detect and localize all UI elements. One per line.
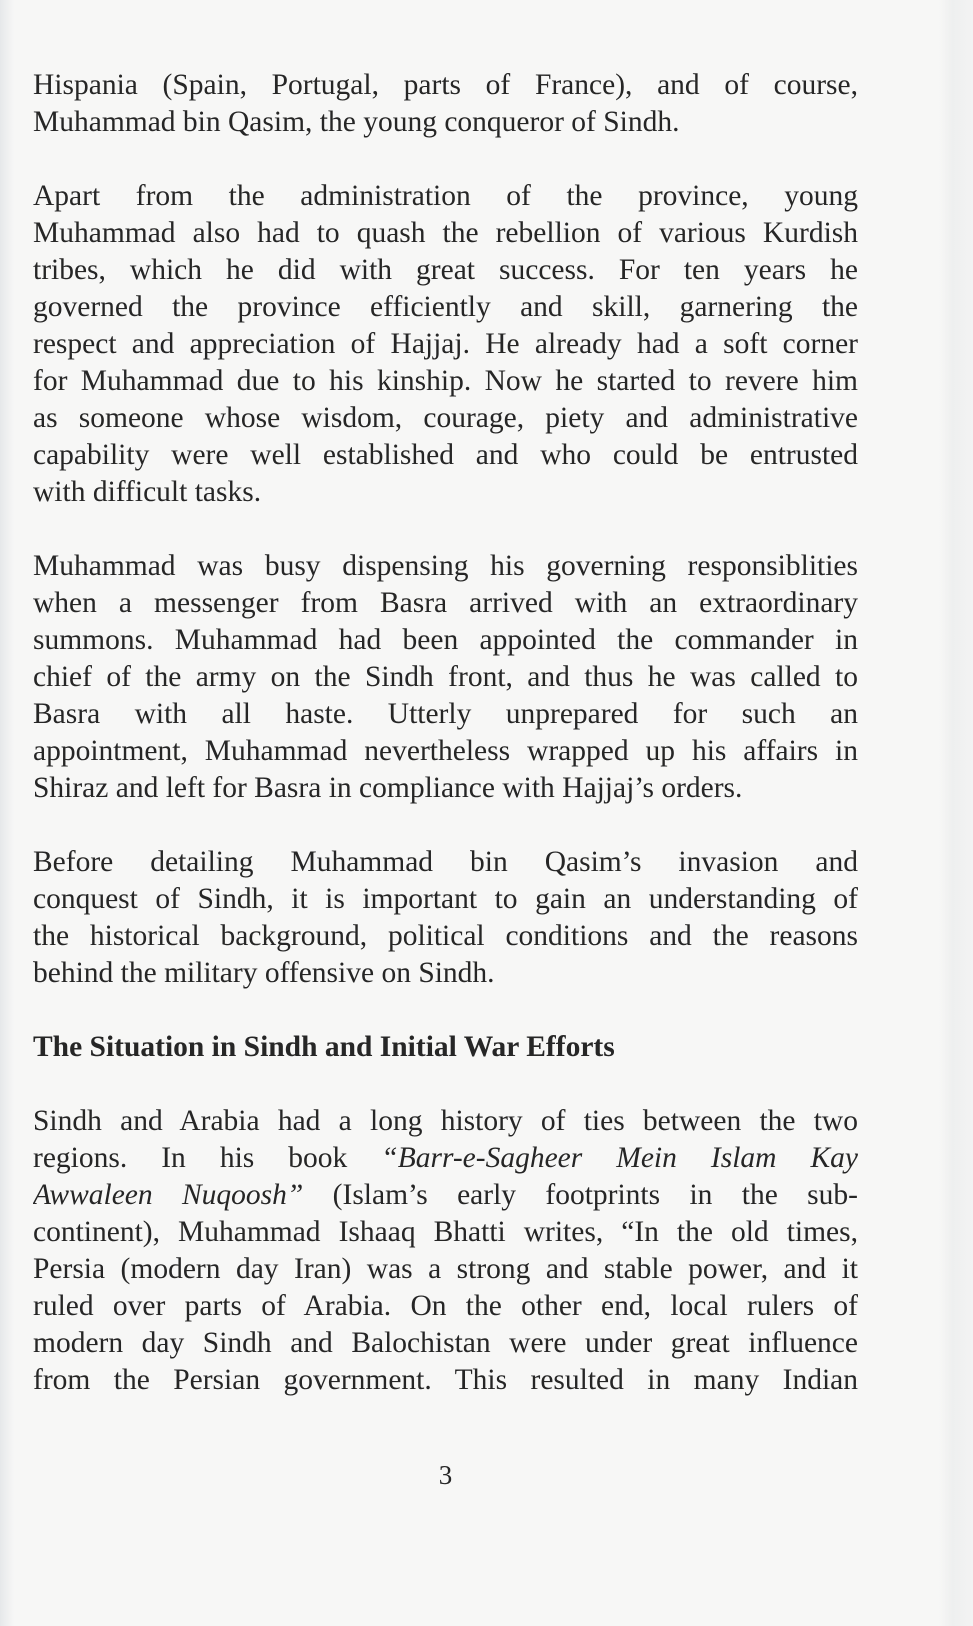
text-line: Shiraz and left for Basra in compliance with Hajjaj’s orders. <box>33 772 743 804</box>
paragraph <box>33 67 858 141</box>
text-line: Muhammad bin Qasim, the young conqueror of Sindh. <box>33 106 680 138</box>
paragraph-spacer <box>33 141 858 178</box>
page-left-edge-shadow <box>0 0 14 1626</box>
text-segment: regions. In his book <box>33 1142 382 1174</box>
text-line: the historical background, political conditions and the reasons <box>33 920 858 952</box>
text-line: when a messenger from Basra arrived with an extraordinary <box>33 587 858 619</box>
text-line: governed the province efficiently and skill, garnering the <box>33 291 858 323</box>
text-segment: (Islam’s early footprints in the sub- <box>303 1179 858 1211</box>
text-line: Persia (modern day Iran) was a strong and stable power, and it <box>33 1253 858 1285</box>
page-body-text <box>33 67 858 1399</box>
text-line: continent), Muhammad Ishaaq Bhatti writes, “In the old times, <box>33 1216 858 1248</box>
text-line: Muhammad also had to quash the rebellion of various Kurdish <box>33 217 858 249</box>
text-line: modern day Sindh and Balochistan were under great influence <box>33 1327 858 1359</box>
paragraph-spacer <box>33 992 858 1029</box>
text-line: Before detailing Muhammad bin Qasim’s invasion and <box>33 846 858 878</box>
text-line: Hispania (Spain, Portugal, parts of France), and of course, <box>33 69 858 101</box>
text-line: behind the military offensive on Sindh. <box>33 957 495 989</box>
text-line <box>33 1177 858 1214</box>
italic-book-title: “Barr-e-Sagheer Mein Islam Kay <box>381 1142 858 1174</box>
text-line: chief of the army on the Sindh front, and thus he was called to <box>33 661 858 693</box>
text-line: from the Persian government. This resulted in many Indian <box>33 1364 858 1396</box>
text-line: Sindh and Arabia had a long history of ties between the two <box>33 1105 858 1137</box>
paragraph <box>33 844 858 992</box>
text-line: for Muhammad due to his kinship. Now he started to revere him <box>33 365 858 397</box>
text-line <box>33 1140 858 1177</box>
page-number: 3 <box>438 1460 453 1490</box>
text-line: with difficult tasks. <box>33 476 262 508</box>
text-line: Muhammad was busy dispensing his governing responsiblities <box>33 550 858 582</box>
text-line: Apart from the administration of the province, young <box>33 180 858 212</box>
heading-text: The Situation in Sindh and Initial War Efforts <box>33 1031 615 1063</box>
text-line: Basra with all haste. Utterly unprepared for such an <box>33 698 858 730</box>
paragraph <box>33 548 858 807</box>
text-line: capability were well established and who could be entrusted <box>33 439 858 471</box>
text-line: respect and appreciation of Hajjaj. He already had a soft corner <box>33 328 858 360</box>
page-right-edge-shadow <box>939 0 973 1626</box>
text-line: summons. Muhammad had been appointed the commander in <box>33 624 858 656</box>
text-line: ruled over parts of Arabia. On the other end, local rulers of <box>33 1290 858 1322</box>
paragraph-spacer <box>33 1066 858 1103</box>
paragraph-spacer <box>33 511 858 548</box>
text-line: appointment, Muhammad nevertheless wrapped up his affairs in <box>33 735 858 767</box>
italic-book-title: Awwaleen Nuqoosh” <box>33 1179 304 1211</box>
paragraph-spacer <box>33 807 858 844</box>
section-heading <box>33 1029 858 1066</box>
paragraph <box>33 1103 858 1399</box>
text-line: tribes, which he did with great success. For ten years he <box>33 254 858 286</box>
text-line: as someone whose wisdom, courage, piety and administrative <box>33 402 858 434</box>
text-line: conquest of Sindh, it is important to gain an understanding of <box>33 883 858 915</box>
paragraph <box>33 178 858 511</box>
